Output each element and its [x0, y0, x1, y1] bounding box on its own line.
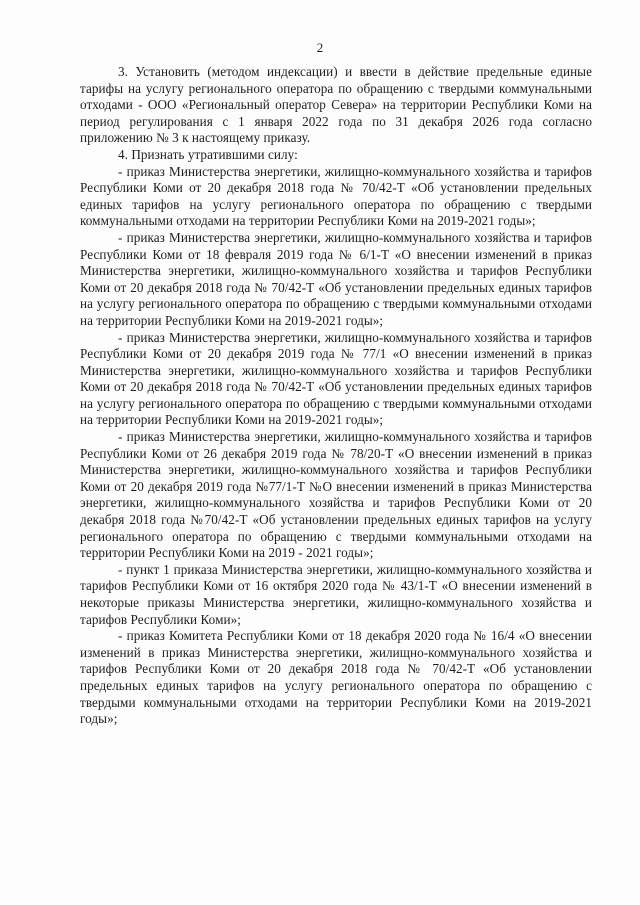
document-body	[80, 64, 592, 728]
repealed-order-5: - пункт 1 приказа Министерства энергетики, жилищно-коммунального хозяйства и тарифов Республики Коми от 16 октября 2020 года № 43/1-Т «О внесении изменений в некоторые приказы Министерства энергетики, жилищно-коммунального хозяйства и тарифов Республики Коми»;	[80, 561, 592, 627]
paragraph-item-4: 4. Признать утратившими силу:	[118, 146, 298, 162]
paragraph-item-3: 3. Установить (методом индексации) и ввести в действие предельные единые тарифы на услугу регионального оператора по обращению с твердыми коммунальными отходами - ООО «Региональный оператор Севера» на территории Республики Коми на период регулирования с 1 января 2022 года по 31 декабря 2026 года согласно приложению № 3 к настоящему приказу.	[80, 64, 592, 146]
repealed-order-1: - приказ Министерства энергетики, жилищно-коммунального хозяйства и тарифов Республики Коми от 20 декабря 2018 года № 70/42-Т «Об установлении предельных единых тарифов на услугу регионального оператора по обращению с твердыми коммунальными отходами на территории Республики Коми на 2019-2021 годы»;	[80, 163, 592, 229]
page-number: 2	[316, 40, 324, 55]
repealed-order-3: - приказ Министерства энергетики, жилищно-коммунального хозяйства и тарифов Республики Коми от 20 декабря 2019 года № 77/1 «О внесении изменений в приказ Министерства энергетики, жилищно-коммунального хозяйства и тарифов Республики Коми от 20 декабря 2018 года № 70/42-Т «Об установлении предельных единых тарифов на услугу регионального оператора по обращению с твердыми коммунальными отходами на территории Республики Коми на 2019-2021 годы»;	[80, 329, 592, 428]
repealed-order-4: - приказ Министерства энергетики, жилищно-коммунального хозяйства и тарифов Республики Коми от 26 декабря 2019 года № 78/20-Т «О внесении изменений в приказ Министерства энергетики, жилищно-коммунального хозяйства и тарифов Республики Коми от 20 декабря 2019 года №77/1-Т №О внесении изменений в приказ Министерства энергетики, жилищно-коммунального хозяйства и тарифов Республики Коми от 20 декабря 2018 года №70/42-Т «Об установлении предельных единых тарифов на услугу регионального оператора по обращению с твердыми коммунальными отходами на территории Республики Коми на 2019 - 2021 годы»;	[80, 429, 592, 561]
repealed-order-6: - приказ Комитета Республики Коми от 18 декабря 2020 года № 16/4 «О внесении изменений в приказ Министерства энергетики, жилищно-коммунального хозяйства и тарифов Республики Коми от 20 декабря 2018 года № 70/42-Т «Об установлении предельных единых тарифов на услугу регионального оператора по обращению с твердыми коммунальными отходами на территории Республики Коми на 2019-2021 годы»;	[80, 628, 592, 727]
repealed-order-2: - приказ Министерства энергетики, жилищно-коммунального хозяйства и тарифов Республики Коми от 18 февраля 2019 года № 6/1-Т «О внесении изменений в приказ Министерства энергетики, жилищно-коммунального хозяйства и тарифов Республики Коми от 20 декабря 2018 года № 70/42-Т «Об установлении предельных единых тарифов на услугу регионального оператора по обращению с твердыми коммунальными отходами на территории Республики Коми на 2019-2021 годы»;	[80, 229, 592, 328]
